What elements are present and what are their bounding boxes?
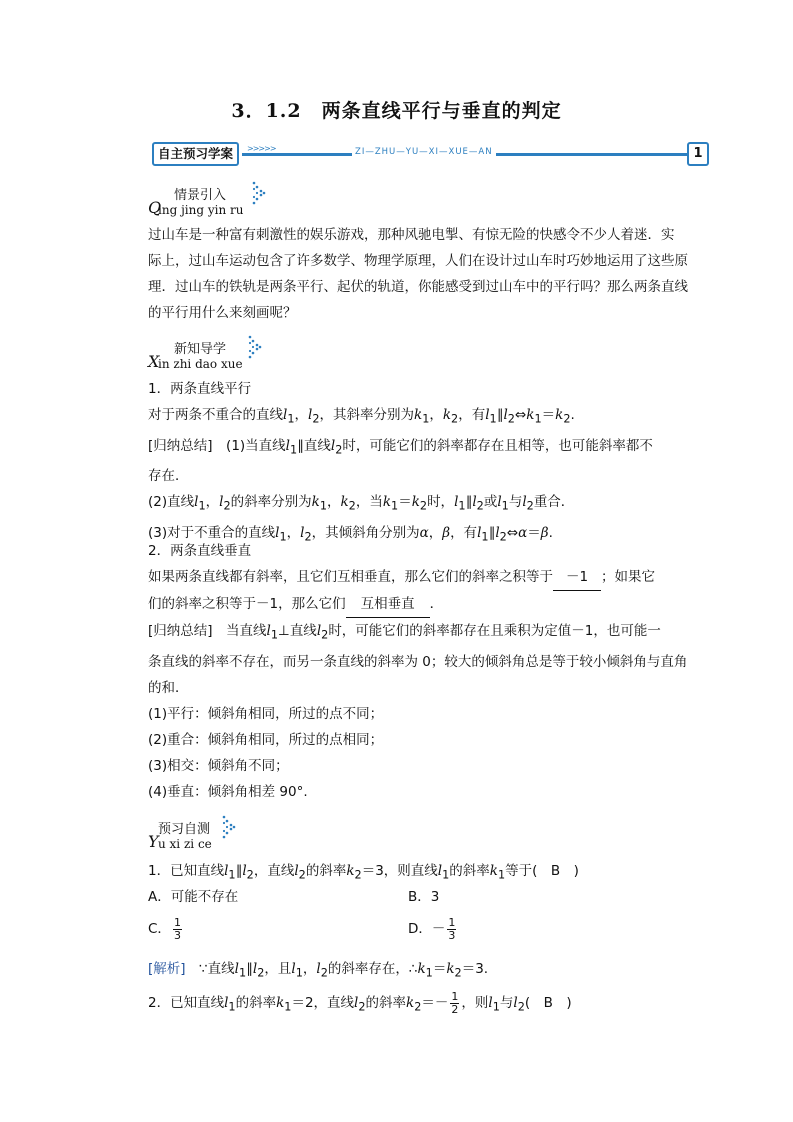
parallel-summary-1: [归纳总结] (1)当直线$l_1\parallel$直线$l_2$时，可能它们的斜率都存在且相等，也可能斜率都不 <box>148 437 653 457</box>
banner-number: 1 <box>687 142 709 166</box>
section-pinyin: ing jing yin ru <box>158 203 244 217</box>
section-pinyin: in zhi dao xue <box>158 357 243 371</box>
perpendicular-summary-3: 的和． <box>148 679 189 696</box>
perpendicular-block <box>148 538 708 805</box>
banner-pinyin: ZI—ZHU—YU—XI—XUE—AN <box>352 147 496 157</box>
relation-item: (1)平行：倾斜角相同，所过的点不同； <box>148 705 384 722</box>
parallel-heading: 1．两条直线平行 <box>148 381 252 397</box>
fraction: $\frac{1}{3}$ <box>173 915 181 942</box>
fraction: $\frac{1}{3}$ <box>448 915 456 942</box>
parallel-summary-1-cont: 存在． <box>148 468 189 485</box>
parallel-summary-2: (2)直线$l_1$，$l_2$的斜率分别为$k_1$，$k_2$，当$k_1=k_2$时，$l_1\parallel l_2$或$l_1$与$l_2$重合． <box>148 494 575 514</box>
perpendicular-rule-cont: 们的斜率之积等于－1，那么它们 互相垂直 ． <box>148 591 708 618</box>
chevron-dots-icon <box>248 334 262 360</box>
exercise-2: 2．已知直线$l_1$的斜率$k_1=2$，直线$l_2$的斜率$k_2=-$ $\frac{1}{2}$ ，则$l_1$与$l_2$( B ) <box>148 989 572 1016</box>
intro-line: 理．过山车的铁轨是两条平行、起伏的轨道，你能感受到过山车中的平行吗？那么两条直线 <box>148 279 688 295</box>
section-title: 预习自测 <box>158 822 211 837</box>
banner-label: 自主预习学案 <box>152 142 239 166</box>
section-initial: Y <box>148 832 159 851</box>
perpendicular-summary-2: 条直线的斜率不存在，而另一条直线的斜率为 0；较大的倾斜角总是等于较小倾斜角与直角 <box>148 653 688 670</box>
exercise-1: 1．已知直线$l_1\parallel l_2$，直线$l_2$的斜率$k_2=3$，则直线$l_1$的斜率$k_1$等于( B ) <box>148 863 579 882</box>
answer-blank: －1 <box>553 564 601 591</box>
perpendicular-heading: 2．两条直线垂直 <box>148 543 252 559</box>
section-header-xinzhi <box>148 338 278 372</box>
intro-line: 际上，过山车运动包含了许多数学、物理学原理，人们在设计过山车时巧妙地运用了这些原 <box>148 253 688 269</box>
option-b: B．3 <box>408 889 440 905</box>
chevron-dots-icon <box>252 180 266 206</box>
perpendicular-rule: 如果两条直线都有斜率，且它们互相垂直，那么它们的斜率之积等于 －1 ；如果它 <box>148 564 708 591</box>
answer-blank: 互相垂直 <box>346 591 430 618</box>
analysis-tag: [解析] <box>148 961 186 977</box>
intro-line: 的平行用什么来刻画呢？ <box>148 305 297 321</box>
section-header-qingjing <box>148 184 278 218</box>
section-initial: X <box>148 352 160 371</box>
page-title: 3．1.2 两条直线平行与垂直的判定 <box>231 100 562 122</box>
exercise-1-analysis: [解析] ∵直线$l_1\parallel l_2$，且$l_1$，$l_2$的斜率存在，$\therefore k_1=k_2=3$. <box>148 961 489 980</box>
relation-item: (2)重合：倾斜角相同，所过的点相同； <box>148 731 384 748</box>
perpendicular-summary-1: [归纳总结] 当直线$l_1\perp$直线$l_2$时，可能它们的斜率都存在且乘积为定值－1，也可能一 <box>148 623 661 642</box>
intro-line: 过山车是一种富有刺激性的娱乐游戏，那种风驰电掣、有惊无险的快感令不少人着迷．实 <box>148 227 675 243</box>
chevron-dots-icon <box>222 814 236 840</box>
parallel-rule: 对于两条不重合的直线$l_1$，$l_2$，其斜率分别为$k_1$，$k_2$，有$l_1\parallel l_2\Leftrightarrow k_1=k_2$. <box>148 407 575 426</box>
intro-paragraph <box>148 222 708 326</box>
option-d: D．－ $\frac{1}{3}$ <box>408 915 456 942</box>
section-banner <box>152 142 709 164</box>
fraction: $\frac{1}{2}$ <box>451 989 459 1016</box>
section-initial: Q <box>148 198 162 217</box>
section-title: 情景引入 <box>174 188 227 203</box>
option-a: A．可能不存在 <box>148 889 239 905</box>
section-pinyin: u xi zi ce <box>158 837 212 851</box>
section-header-yuxi <box>148 818 278 852</box>
section-title: 新知导学 <box>174 342 227 357</box>
banner-arrows: >>>>> <box>247 144 276 153</box>
relation-item: (4)垂直：倾斜角相差 90°. <box>148 783 308 800</box>
parallel-summary-3: (3)对于不重合的直线$l_1$，$l_2$，其倾斜角分别为α，β，有$l_1\parallel l_2\Leftrightarrow\alpha=\beta$. <box>148 525 553 544</box>
option-c: C． $\frac{1}{3}$ <box>148 915 181 942</box>
parallel-block <box>148 376 708 551</box>
relation-item: (3)相交：倾斜角不同； <box>148 757 289 774</box>
